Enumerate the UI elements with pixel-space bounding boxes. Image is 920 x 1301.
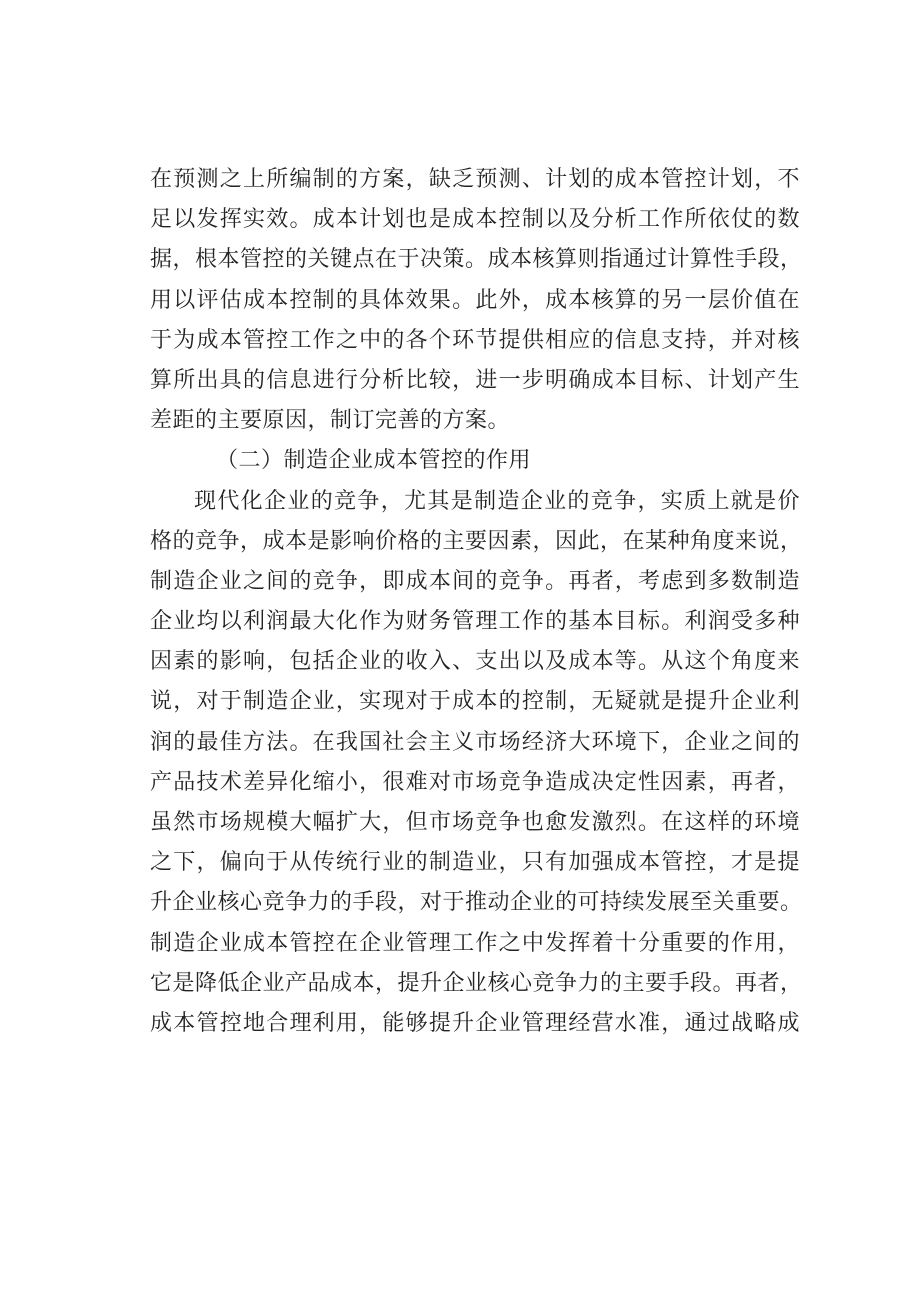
text-line: 升企业核心竞争力的手段，对于推动企业的可持续发展至关重要。 — [150, 890, 803, 916]
text-line: 因素的影响，包括企业的收入、支出以及成本等。从这个角度来 — [150, 649, 800, 675]
section-heading: （二）制造企业成本管控的作用 — [216, 448, 532, 474]
text-line: 现代化企业的竞争，尤其是制造企业的竞争，实质上就是价 — [194, 488, 800, 514]
text-line: 于为成本管控工作之中的各个环节提供相应的信息支持，并对核 — [150, 327, 800, 353]
text-line: 成本管控地合理利用，能够提升企业管理经营水准，通过战略成 — [150, 1010, 800, 1036]
text-line: 据，根本管控的关键点在于决策。成本核算则指通过计算性手段， — [150, 247, 803, 273]
text-line: 制造企业之间的竞争，即成本间的竞争。再者，考虑到多数制造 — [150, 568, 800, 594]
text-line: 算所出具的信息进行分析比较，进一步明确成本目标、计划产生 — [150, 367, 800, 393]
paragraph-role-of-cost-control — [150, 482, 803, 1045]
text-line: 在预测之上所编制的方案，缺乏预测、计划的成本管控计划，不 — [150, 167, 800, 192]
text-line: 虽然市场规模大幅扩大，但市场竞争也愈发激烈。在这样的环境 — [150, 810, 800, 835]
text-line: 产品技术差异化缩小，很难对市场竞争造成决定性因素，再者， — [150, 769, 800, 795]
text-line: 格的竞争，成本是影响价格的主要因素，因此，在某种角度来说， — [150, 528, 803, 554]
text-line: 企业均以利润最大化作为财务管理工作的基本目标。利润受多种 — [150, 609, 800, 635]
text-line: 差距的主要原因，制订完善的方案。 — [150, 408, 511, 434]
text-line: 说，对于制造企业，实现对于成本的控制，无疑就是提升企业利 — [150, 689, 800, 715]
text-line: 之下，偏向于从传统行业的制造业，只有加强成本管控，才是提 — [150, 850, 800, 876]
text-line: 制造企业成本管控在企业管理工作之中发挥着十分重要的作用， — [150, 930, 800, 956]
document-body — [150, 160, 803, 1044]
text-line: 它是降低企业产品成本，提升企业核心竞争力的主要手段。再者， — [150, 970, 803, 996]
paragraph-cost-accounting — [150, 160, 803, 441]
text-line: 润的最佳方法。在我国社会主义市场经济大环境下，企业之间的 — [150, 729, 800, 755]
text-line: 用以评估成本控制的具体效果。此外，成本核算的另一层价值在 — [150, 287, 800, 313]
text-line: 足以发挥实效。成本计划也是成本控制以及分析工作所依仗的数 — [150, 207, 800, 233]
